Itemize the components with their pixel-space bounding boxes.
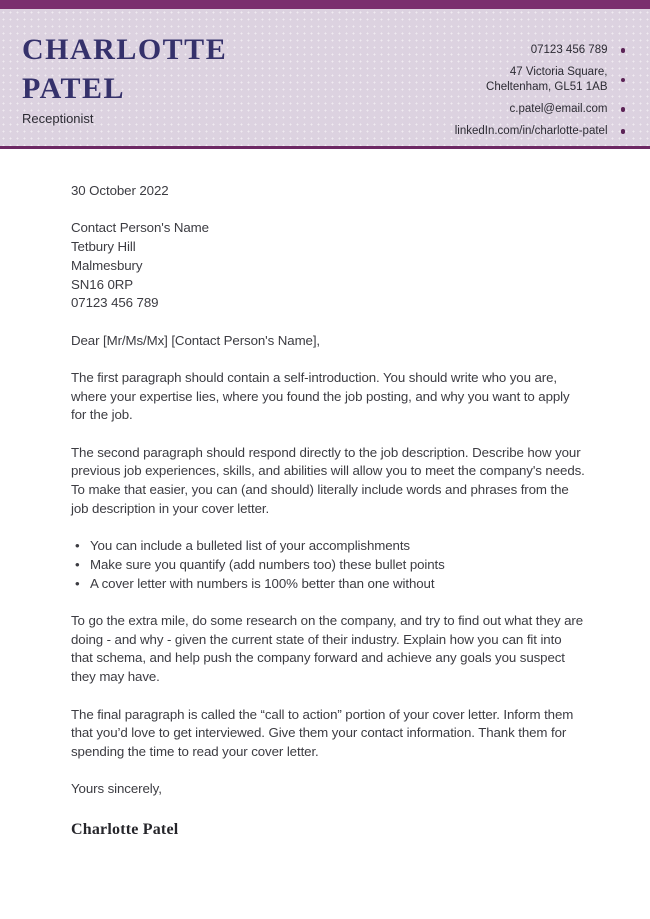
letter-date: 30 October 2022 <box>71 183 169 198</box>
paragraph-research: To go the extra mile, do some research on the company, and try to find out what they are doing - and why - given the current state of their industry. Explain how you can fit into that schema, and help push the company forward and achieve any goals you suspect they may have. <box>71 613 584 685</box>
bullet-icon: • <box>75 556 80 572</box>
signature: Charlotte Patel <box>71 821 179 839</box>
bullet-dot-icon <box>621 129 626 134</box>
bullet-icon: • <box>75 538 80 554</box>
recipient-address: Contact Person's Name Tetbury Hill Malmesbury SN16 0RP 07123 456 789 <box>71 220 209 311</box>
bullet-item: • A cover letter with numbers is 100% better than one without <box>75 575 586 594</box>
bullet-dot-icon <box>621 78 626 83</box>
contact-address <box>486 65 625 95</box>
salutation: Dear [Mr/Ms/Mx] [Contact Person's Name], <box>71 332 321 348</box>
paragraph-intro: The first paragraph should contain a self-introduction. You should write who you are, where your expertise lies, where you found the job posting, and why you want to apply for the job. <box>71 369 570 423</box>
name-last: PATEL <box>22 72 126 105</box>
closing: Yours sincerely, <box>71 781 162 797</box>
letter-body <box>0 149 650 840</box>
contact-linkedin <box>455 124 625 139</box>
bullet-dot-icon <box>621 107 626 112</box>
top-accent-bar <box>0 0 650 9</box>
identity-block <box>22 9 227 146</box>
bullet-list <box>71 537 586 593</box>
bullet-item: • You can include a bulleted list of your accomplishments <box>75 537 586 556</box>
contact-phone-text: 07123 456 789 <box>530 44 608 56</box>
bullet-icon: • <box>75 575 80 591</box>
contact-email <box>510 102 625 117</box>
paragraph-cta: The final paragraph is called the “call to action” portion of your cover letter. Inform them that you’d love to get interviewed. Give them your contact information. Thank them for spending the time to read your cover letter. <box>71 706 574 759</box>
letterhead <box>0 9 650 149</box>
contact-list <box>455 9 625 146</box>
bullet-dot-icon <box>621 48 626 53</box>
job-title: Receptionist <box>22 111 94 126</box>
contact-phone <box>531 43 625 58</box>
page-title <box>22 30 227 108</box>
contact-linkedin-text: linkedIn.com/in/charlotte-patel <box>454 125 608 137</box>
name-first: CHARLOTTE <box>22 33 228 66</box>
bullet-item: • Make sure you quantify (add numbers too) these bullet points <box>75 556 586 575</box>
contact-email-text: c.patel@email.com <box>509 103 608 115</box>
contact-address-text: 47 Victoria Square, Cheltenham, GL51 1AB <box>486 66 608 93</box>
paragraph-body: The second paragraph should respond directly to the job description. Describe how your previous job experiences, skills, and abilities will allow you to meet the company's needs. To make that easier, you can (and should) literally include words and phrases from the job description in your cover letter. <box>71 444 585 516</box>
